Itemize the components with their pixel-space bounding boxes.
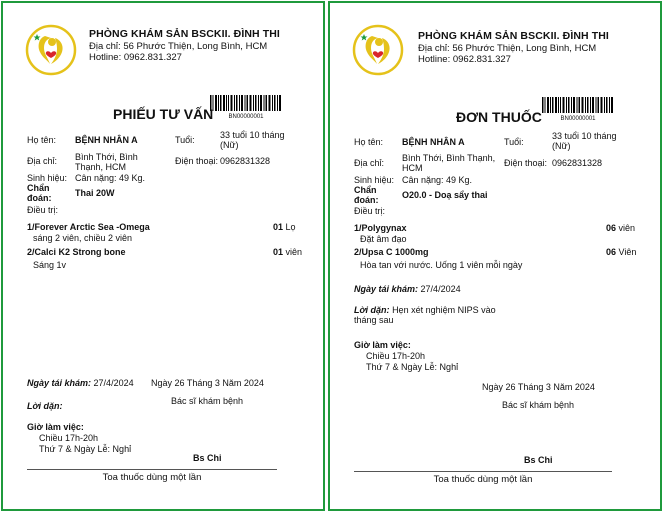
- clinic-address: Địa chỉ: 56 Phước Thiện, Long Bình, HCM: [418, 43, 597, 54]
- document-title: PHIẾU TƯ VẤN: [113, 106, 214, 122]
- patient-phone: 0962831328: [220, 156, 271, 166]
- prescription-slip: [328, 1, 662, 511]
- phone-label: Điện thoại:: [504, 158, 548, 168]
- clinic-name: PHÒNG KHÁM SẢN BSCKII. ĐÌNH THI: [89, 28, 280, 40]
- diagnosis-label: Chẩn đoán:: [27, 183, 52, 203]
- item-1-instructions: Đặt âm đạo: [360, 234, 407, 244]
- item-2-name: 2/Upsa C 1000mg: [354, 247, 429, 257]
- patient-vitals: Cân nặng: 49 Kg.: [75, 173, 146, 183]
- hours-line-2: Thứ 7 & Ngày Lễ: Nghỉ: [366, 362, 459, 372]
- hours-label: Giờ làm việc:: [27, 422, 84, 432]
- footer-note: Toa thuốc dùng một lần: [102, 472, 202, 483]
- mother-baby-logo-icon: [352, 24, 404, 76]
- diagnosis: O20.0 - Doạ sẩy thai: [402, 190, 488, 200]
- hours-line-1: Chiều 17h-20h: [366, 351, 426, 361]
- clinic-hotline: Hotline: 0962.831.327: [89, 52, 182, 63]
- date-line: Ngày 26 Tháng 3 Năm 2024: [151, 378, 264, 388]
- divider: [27, 469, 277, 470]
- age-label: Tuổi:: [175, 135, 195, 145]
- item-1-name: 1/Polygynax: [354, 223, 407, 233]
- item-2-name: 2/Calci K2 Strong bone: [27, 247, 126, 257]
- item-1-qty: 01 Lọ: [273, 222, 296, 232]
- name-label: Họ tên:: [27, 135, 57, 145]
- name-label: Họ tên:: [354, 137, 384, 147]
- patient-name: BỆNH NHÂN A: [75, 135, 138, 145]
- consultation-slip: [1, 1, 325, 511]
- advice: Lời dặn: Hẹn xét nghiệm NIPS vào tháng sau: [354, 305, 496, 325]
- doctor-name: Bs Chi: [193, 453, 222, 463]
- item-2-qty: 01 viên: [273, 247, 303, 257]
- barcode-number: BN00000001: [560, 116, 596, 122]
- item-1-name: 1/Forever Arctic Sea -Omega: [27, 222, 150, 232]
- followup: Ngày tái khám: 27/4/2024: [27, 378, 134, 388]
- clinic-name: PHÒNG KHÁM SẢN BSCKII. ĐÌNH THI: [418, 30, 609, 42]
- patient-name: BỆNH NHÂN A: [402, 137, 465, 147]
- phone-label: Điện thoại:: [175, 156, 219, 166]
- treatment-label: Điều trị:: [27, 205, 59, 215]
- item-2-qty: 06 Viên: [606, 247, 637, 257]
- barcode-number: BN00000001: [228, 114, 264, 120]
- item-2-instructions: Hòa tan với nước. Uống 1 viên mỗi ngày: [360, 260, 523, 270]
- divider: [354, 471, 612, 472]
- doctor-label: Bác sĩ khám bệnh: [171, 396, 244, 406]
- doctor-label: Bác sĩ khám bệnh: [502, 400, 575, 410]
- patient-address: Bình Thới, Bình Thạnh, HCM: [402, 153, 496, 173]
- patient-phone: 0962831328: [552, 158, 603, 168]
- followup: Ngày tái khám: 27/4/2024: [354, 284, 461, 294]
- hours-line-2: Thứ 7 & Ngày Lễ: Nghỉ: [39, 444, 132, 454]
- item-2-instructions: Sáng 1v: [33, 260, 67, 270]
- patient-vitals: Cân nặng: 49 Kg.: [402, 175, 473, 185]
- advice-label: Lời dặn:: [27, 401, 63, 411]
- footer-note: Toa thuốc dùng một lần: [433, 474, 533, 485]
- clinic-hotline: Hotline: 0962.831.327: [418, 54, 511, 65]
- age-label: Tuổi:: [504, 137, 524, 147]
- treatment-label: Điều trị:: [354, 206, 386, 216]
- hours-label: Giờ làm việc:: [354, 340, 411, 350]
- item-1-instructions: sáng 2 viên, chiều 2 viên: [33, 233, 133, 243]
- doctor-name: Bs Chi: [524, 455, 553, 465]
- address-label: Địa chỉ:: [354, 158, 385, 168]
- clinic-address: Địa chỉ: 56 Phước Thiện, Long Bình, HCM: [89, 41, 268, 52]
- date-line: Ngày 26 Tháng 3 Năm 2024: [482, 382, 595, 392]
- address-label: Địa chỉ:: [27, 156, 58, 166]
- vitals-label: Sinh hiệu:: [27, 173, 68, 183]
- hours-line-1: Chiều 17h-20h: [39, 433, 99, 443]
- document-title: ĐƠN THUỐC: [456, 109, 542, 125]
- patient-age: 33 tuổi 10 tháng (Nữ): [552, 131, 617, 151]
- diagnosis: Thai 20W: [75, 188, 115, 198]
- item-1-qty: 06 viên: [606, 223, 636, 233]
- mother-baby-logo-icon: [25, 24, 77, 76]
- patient-address: Bình Thới, Bình Thạnh, HCM: [75, 152, 138, 172]
- patient-age: 33 tuổi 10 tháng (Nữ): [220, 130, 285, 150]
- diagnosis-label: Chẩn đoán:: [354, 185, 379, 205]
- vitals-label: Sinh hiệu:: [354, 175, 395, 185]
